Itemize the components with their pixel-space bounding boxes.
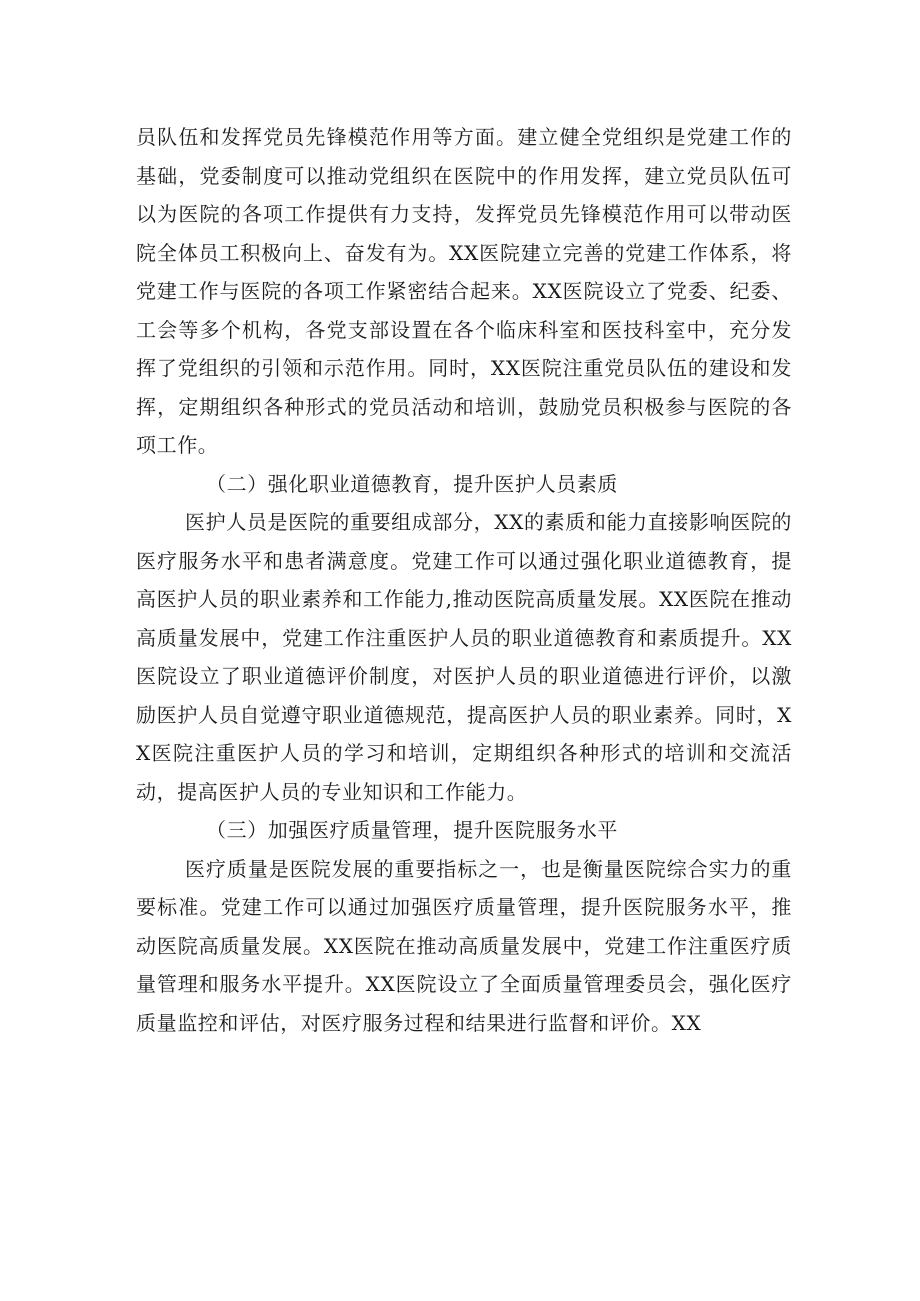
body-paragraph: 员队伍和发挥党员先锋模范作用等方面。建立健全党组织是党建工作的基础，党委制度可以推动党组织在医院中的作用发挥，建立党员队伍可以为医院的各项工作提供有力支持，发挥党员先锋模范作用可以带动医院全体员工积极向上、奋发有为。XX医院建立完善的党建工作体系，将党建工作与医院的各项工作紧密结合起来。XX医院设立了党委、纪委、工会等多个机构，各党支部设置在各个临床科室和医技科室中，充分发挥了党组织的引领和示范作用。同时，XX医院注重党员队伍的建设和发挥，定期组织各种形式的党员活动和培训，鼓励党员积极参与医院的各项工作。 <box>136 125 792 457</box>
section-heading: （二）强化职业道德教育，提升医护人员素质 <box>206 471 618 496</box>
document-page <box>136 118 792 1042</box>
body-paragraph: 医疗质量是医院发展的重要指标之一，也是衡量医院综合实力的重要标准。党建工作可以通过加强医疗质量管理，提升医院服务水平，推动医院高质量发展。XX医院在推动高质量发展中，党建工作注重医疗质量管理和服务水平提升。XX医院设立了全面质量管理委员会，强化医疗质量监控和评估，对医疗服务过程和结果进行监督和评价。XX <box>136 856 792 1035</box>
body-paragraph: 医护人员是医院的重要组成部分，XX的素质和能力直接影响医院的医疗服务水平和患者满意度。党建工作可以通过强化职业道德教育，提高医护人员的职业素养和工作能力,推动医院高质量发展。XX医院在推动高质量发展中，党建工作注重医护人员的职业道德教育和素质提升。XX医院设立了职业道德评价制度，对医护人员的职业道德进行评价，以激励医护人员自觉遵守职业道德规范，提高医护人员的职业素养。同时，XX医院注重医护人员的学习和培训，定期组织各种形式的培训和交流活动，提高医护人员的专业知识和工作能力。 <box>136 510 792 804</box>
section-heading: （三）加强医疗质量管理，提升医院服务水平 <box>206 818 618 842</box>
